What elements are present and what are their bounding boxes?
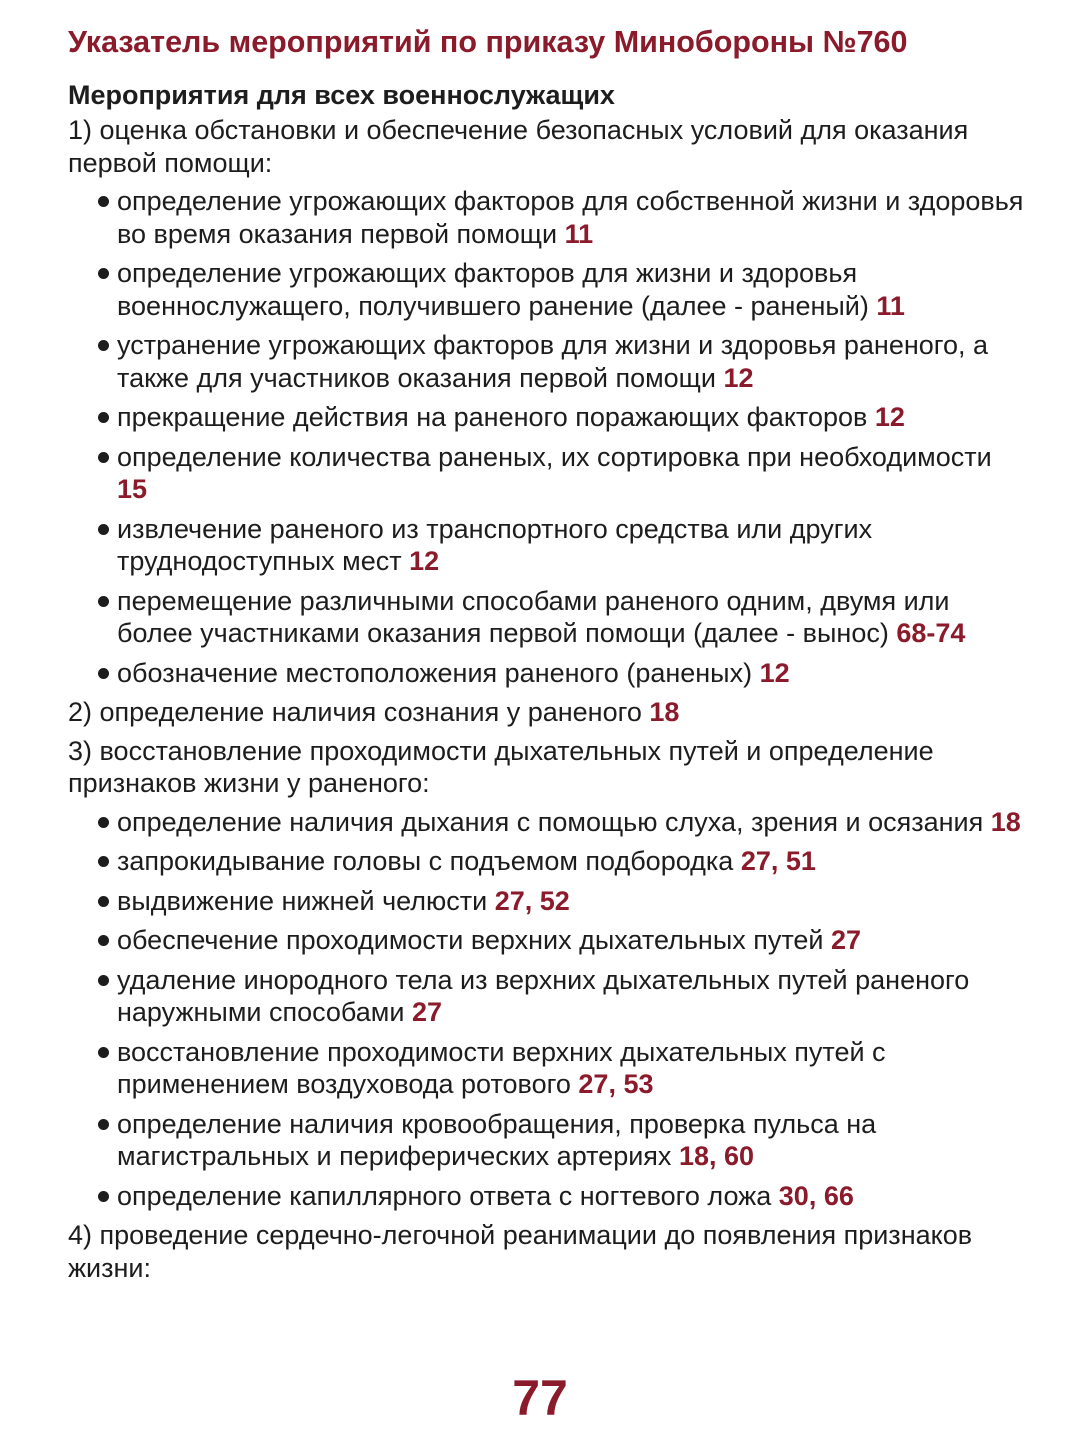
page-reference: 15: [117, 474, 148, 504]
bullet-item: [68, 806, 1028, 839]
page-reference: 12: [409, 546, 440, 576]
page-reference: 27: [411, 997, 442, 1027]
bullet-item: [68, 329, 1028, 394]
page-number: 77: [512, 1370, 568, 1426]
page-reference: 68-74: [896, 618, 966, 648]
bullet-dot-icon: [98, 196, 109, 207]
bullet-text: устранение угрожающих факторов для жизни и здоровья раненого, а также для участников оказания первой помощи: [117, 330, 989, 393]
page-title: Указатель мероприятий по приказу Минобороны №760: [68, 25, 908, 59]
bullet-item: [68, 1108, 1028, 1173]
bullet-text: восстановление проходимости верхних дыхательных путей с применением воздуховода ротового: [117, 1036, 886, 1099]
bullet-dot-icon: [98, 596, 109, 607]
bullet-item: [68, 657, 1028, 690]
bullet-text: определение наличия кровообращения, проверка пульса на магистральных и периферических артериях: [117, 1108, 877, 1171]
bullet-text: извлечение раненого из транспортного средства или других труднодоступных мест: [117, 513, 873, 576]
bullet-text: удаление инородного тела из верхних дыхательных путей раненого наружными способами: [117, 964, 970, 1027]
page-reference: 11: [564, 218, 594, 249]
bullet-dot-icon: [98, 1047, 109, 1058]
bullet-text: перемещение различными способами раненого одним, двумя или более участниками оказания первой помощи (далее - вынос): [117, 585, 950, 648]
bullet-item: [68, 257, 1028, 322]
bullet-text: прекращение действия на раненого поражающих факторов: [117, 402, 868, 432]
page-reference: 18, 60: [678, 1141, 755, 1171]
bullet-text: обеспечение проходимости верхних дыхательных путей: [117, 925, 824, 955]
item-text: 2) определение наличия сознания у раненого: [68, 697, 642, 727]
bullet-item: [68, 585, 1028, 650]
bullet-dot-icon: [98, 668, 109, 679]
page-reference: 18: [649, 697, 680, 727]
bullet-dot-icon: [98, 268, 109, 279]
bullet-item: [68, 441, 1028, 506]
bullet-text: определение капиллярного ответа с ногтевого ложа: [117, 1180, 772, 1211]
bullet-text: запрокидывание головы с подъемом подбородка: [117, 846, 734, 876]
page-reference: 12: [723, 362, 754, 393]
bullet-text: обозначение местоположения раненого (раненых): [117, 657, 753, 688]
bullet-item: [68, 1036, 1028, 1101]
bullet-item: [68, 924, 1028, 957]
document-page: [68, 22, 1028, 1290]
bullet-item: [68, 845, 1028, 878]
item-text: 1) оценка обстановки и обеспечение безопасных условий для оказания первой помощи:: [68, 115, 969, 178]
numbered-item: [68, 114, 1028, 179]
bullet-item: [68, 885, 1028, 918]
bullet-dot-icon: [98, 1119, 109, 1130]
bullet-dot-icon: [98, 340, 109, 351]
bullet-list: [68, 185, 1028, 689]
bullet-text: определение наличия дыхания с помощью слуха, зрения и осязания: [117, 806, 984, 837]
page-reference: 27, 53: [578, 1069, 654, 1099]
bullet-dot-icon: [98, 935, 109, 946]
measures-list: [68, 114, 1028, 1284]
bullet-text: определение угрожающих факторов для собственной жизни и здоровья во время оказания первой помощи: [117, 186, 1024, 249]
page-reference: 27, 52: [494, 885, 570, 916]
item-text: 4) проведение сердечно-легочной реанимации до появления признаков жизни:: [68, 1220, 973, 1283]
bullet-item: [68, 185, 1028, 250]
bullet-dot-icon: [98, 452, 109, 463]
bullet-list: [68, 806, 1028, 1213]
section-heading: Мероприятия для всех военнослужащих: [68, 80, 615, 110]
bullet-dot-icon: [98, 1191, 109, 1202]
bullet-text: определение угрожающих факторов для жизни и здоровья военнослужащего, получившего ранение (далее - раненый): [117, 258, 869, 321]
item-text: 3) восстановление проходимости дыхательных путей и определение признаков жизни у раненого:: [68, 735, 934, 798]
bullet-text: определение количества раненых, их сортировка при необходимости: [117, 441, 992, 472]
bullet-dot-icon: [98, 856, 109, 867]
bullet-dot-icon: [98, 817, 109, 828]
bullet-dot-icon: [98, 896, 109, 907]
bullet-text: выдвижение нижней челюсти: [117, 885, 488, 916]
page-reference: 12: [874, 402, 905, 432]
page-reference: 18: [990, 806, 1021, 837]
bullet-item: [68, 964, 1028, 1029]
numbered-item: [68, 735, 1028, 800]
bullet-dot-icon: [98, 975, 109, 986]
bullet-item: [68, 1180, 1028, 1213]
numbered-item: [68, 1219, 1028, 1284]
page-reference: 30, 66: [778, 1180, 854, 1211]
bullet-item: [68, 513, 1028, 578]
numbered-item: [68, 696, 1028, 729]
bullet-dot-icon: [98, 412, 109, 423]
bullet-item: [68, 401, 1028, 434]
page-reference: 27: [831, 925, 862, 955]
bullet-dot-icon: [98, 524, 109, 535]
page-reference: 27, 51: [740, 846, 816, 876]
page-reference: 11: [876, 290, 905, 321]
page-reference: 12: [759, 657, 790, 688]
